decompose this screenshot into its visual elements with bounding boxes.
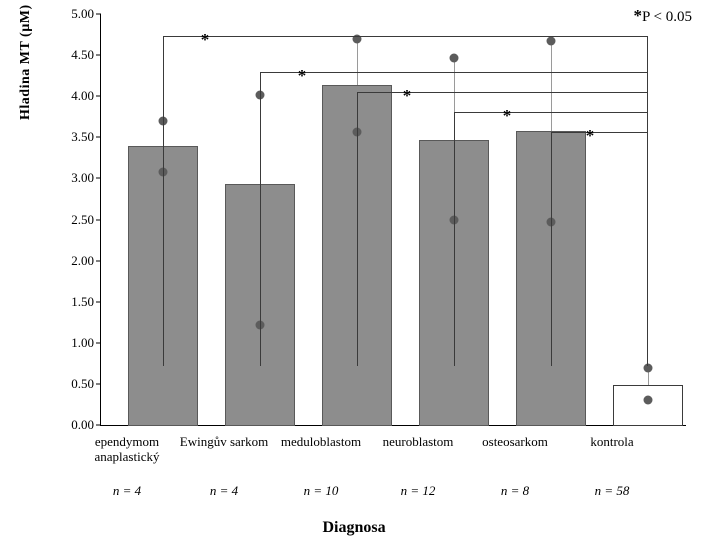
- y-tick-mark: [96, 55, 101, 56]
- y-tick-mark: [96, 342, 101, 343]
- y-tick-mark: [96, 137, 101, 138]
- y-tick-label: 3.50: [71, 129, 94, 145]
- y-tick-mark: [96, 219, 101, 220]
- error-dot-low: [644, 396, 653, 405]
- x-axis-label-ewinguv-sarkom: Ewingův sarkom: [179, 434, 269, 449]
- y-tick-label: 2.50: [71, 211, 94, 227]
- y-axis-title: Hladina MT (µM): [18, 4, 33, 120]
- y-tick-mark: [96, 383, 101, 384]
- y-tick-label: 4.50: [71, 47, 94, 63]
- sample-size-4: n = 12: [400, 483, 436, 498]
- significance-bracket-5: [551, 132, 648, 366]
- x-axis-label-ependymom-anaplasticky: ependymom anaplastický: [94, 434, 160, 464]
- y-tick-label: 3.00: [71, 170, 94, 186]
- y-tick-mark: [96, 260, 101, 261]
- y-tick-label: 0.00: [71, 417, 94, 432]
- significance-note-text: P < 0.05: [642, 9, 692, 25]
- sample-size-5: n = 8: [500, 483, 530, 498]
- significance-star-5: *: [585, 126, 595, 145]
- y-tick-mark: [96, 14, 101, 15]
- y-tick-mark: [96, 425, 101, 426]
- plot-area: [71, 6, 686, 432]
- y-tick-label: 4.00: [71, 88, 94, 104]
- y-tick-mark: [96, 301, 101, 302]
- x-axis-label-kontrola: kontrola: [590, 434, 634, 449]
- sample-size-6: n = 58: [594, 483, 630, 498]
- significance-star-1: *: [200, 30, 210, 49]
- significance-star-4: *: [502, 106, 512, 125]
- x-axis-label-osteosarkom: osteosarkom: [482, 434, 548, 449]
- y-tick-label: 5.00: [71, 6, 94, 21]
- y-tick-label: 0.50: [71, 375, 94, 391]
- sample-size-1: n = 4: [112, 483, 142, 498]
- y-tick-label: 1.00: [71, 334, 94, 350]
- y-tick-label: 2.00: [71, 252, 94, 268]
- sample-size-2: n = 4: [209, 483, 239, 498]
- x-axis-label-neuroblastom: neuroblastom: [382, 434, 454, 449]
- significance-note-star: *: [633, 6, 642, 25]
- x-axis-label-meduloblastom: meduloblastom: [280, 434, 362, 449]
- y-tick-mark: [96, 96, 101, 97]
- y-tick-label: 1.50: [71, 293, 94, 309]
- significance-star-2: *: [297, 66, 307, 85]
- x-axis-title: Diagnosa: [322, 519, 386, 536]
- significance-star-3: *: [402, 86, 412, 105]
- y-tick-mark: [96, 178, 101, 179]
- bar-kontrola: [613, 385, 683, 426]
- sample-size-3: n = 10: [303, 483, 339, 498]
